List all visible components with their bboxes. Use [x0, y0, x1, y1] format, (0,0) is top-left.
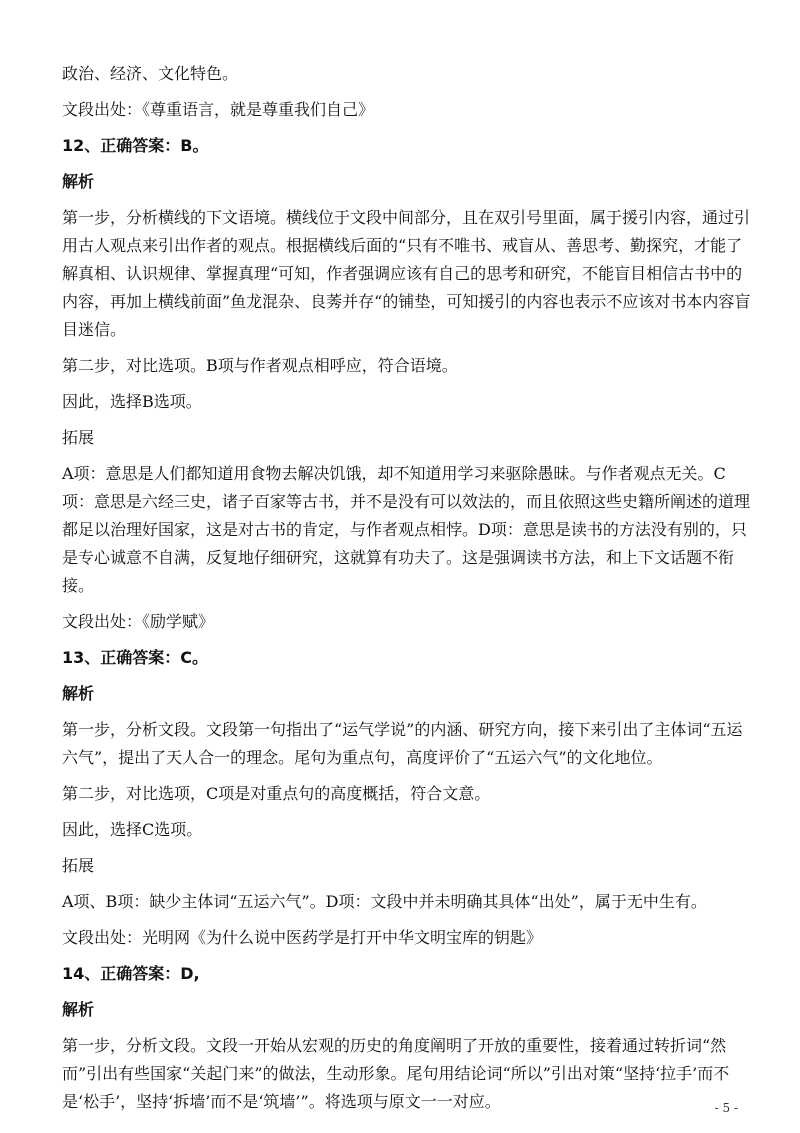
- q12-expand: A项：意思是人们都知道用食物去解决饥饿，却不知道用学习来驱除愚昧。与作者观点无关。C项：意思是六经三史，诸子百家等古书，并不是没有可以效法的，而且依照这些史籍所阐述的道理都足以治理好国家，这是对古书的肯定，与作者观点相悖。D项：意思是读书的方法没有别的，只是专心诚意不自满，反复地仔细研究，这就算有功夫了。这是强调读书方法，和上下文话题不衔接。: [62, 464, 751, 595]
- q14-analysis-heading: 解析: [62, 1000, 95, 1019]
- q14-step1: 第一步，分析文段。文段一开始从宏观的历史的角度阐明了开放的重要性，接着通过转折词“然而”引出有些国家“关起门来”的做法，生动形象。尾句用结论词“所以”引出对策“坚持‘拉手’而不是‘松手’，坚持‘拆墙’而不是‘筑墙’”。将选项与原文一一对应。: [62, 1036, 730, 1111]
- q12-expand-heading: 拓展: [62, 428, 95, 447]
- q13-step2: 第二步，对比选项，C项是对重点句的高度概括，符合文意。: [62, 784, 491, 803]
- q12-source: 文段出处：《励学赋》: [62, 612, 215, 631]
- q13-answer: 13、正确答案：C。: [62, 648, 209, 667]
- q13-source: 文段出处：光明网《为什么说中医药学是打开中华文明宝库的钥匙》: [62, 928, 543, 947]
- q12-answer: 12、正确答案：B。: [62, 136, 209, 155]
- q13-expand: A项、B项：缺少主体词“五运六气”。D项：文段中并未明确其具体“出处”，属于无中生有。: [62, 892, 707, 911]
- carryover-text: 政治、经济、文化特色。: [62, 64, 239, 83]
- q13-conclusion: 因此，选择C选项。: [62, 820, 203, 839]
- q13-analysis-heading: 解析: [62, 684, 95, 703]
- q12-step2: 第二步，对比选项。B项与作者观点相呼应，符合语境。: [62, 356, 458, 375]
- q13-expand-heading: 拓展: [62, 856, 95, 875]
- q14-answer: 14、正确答案：D,: [62, 964, 200, 983]
- q11-source: 文段出处：《尊重语言，就是尊重我们自己》: [62, 100, 375, 119]
- document-page: [62, 60, 752, 1116]
- page-number: - 5 -: [714, 1101, 738, 1115]
- q12-analysis-heading: 解析: [62, 172, 95, 191]
- q12-step1: 第一步，分析横线的下文语境。横线位于文段中间部分，且在双引号里面，属于援引内容，通过引用古人观点来引出作者的观点。根据横线后面的“只有不唯书、戒盲从、善思考、勤探究，才能了解真相、认识规律、掌握真理“可知，作者强调应该有自己的思考和研究，不能盲目相信古书中的内容，再加上横线前面”鱼龙混杂、良莠并存“的铺垫，可知援引的内容也表示不应该对书本内容盲目迷信。: [62, 208, 751, 339]
- q12-conclusion: 因此，选择B选项。: [62, 392, 202, 411]
- q13-step1: 第一步，分析文段。文段第一句指出了“运气学说”的内涵、研究方向，接下来引出了主体词“五运六气”，提出了天人合一的理念。尾句为重点句，高度评价了“五运六气”的文化地位。: [62, 720, 743, 767]
